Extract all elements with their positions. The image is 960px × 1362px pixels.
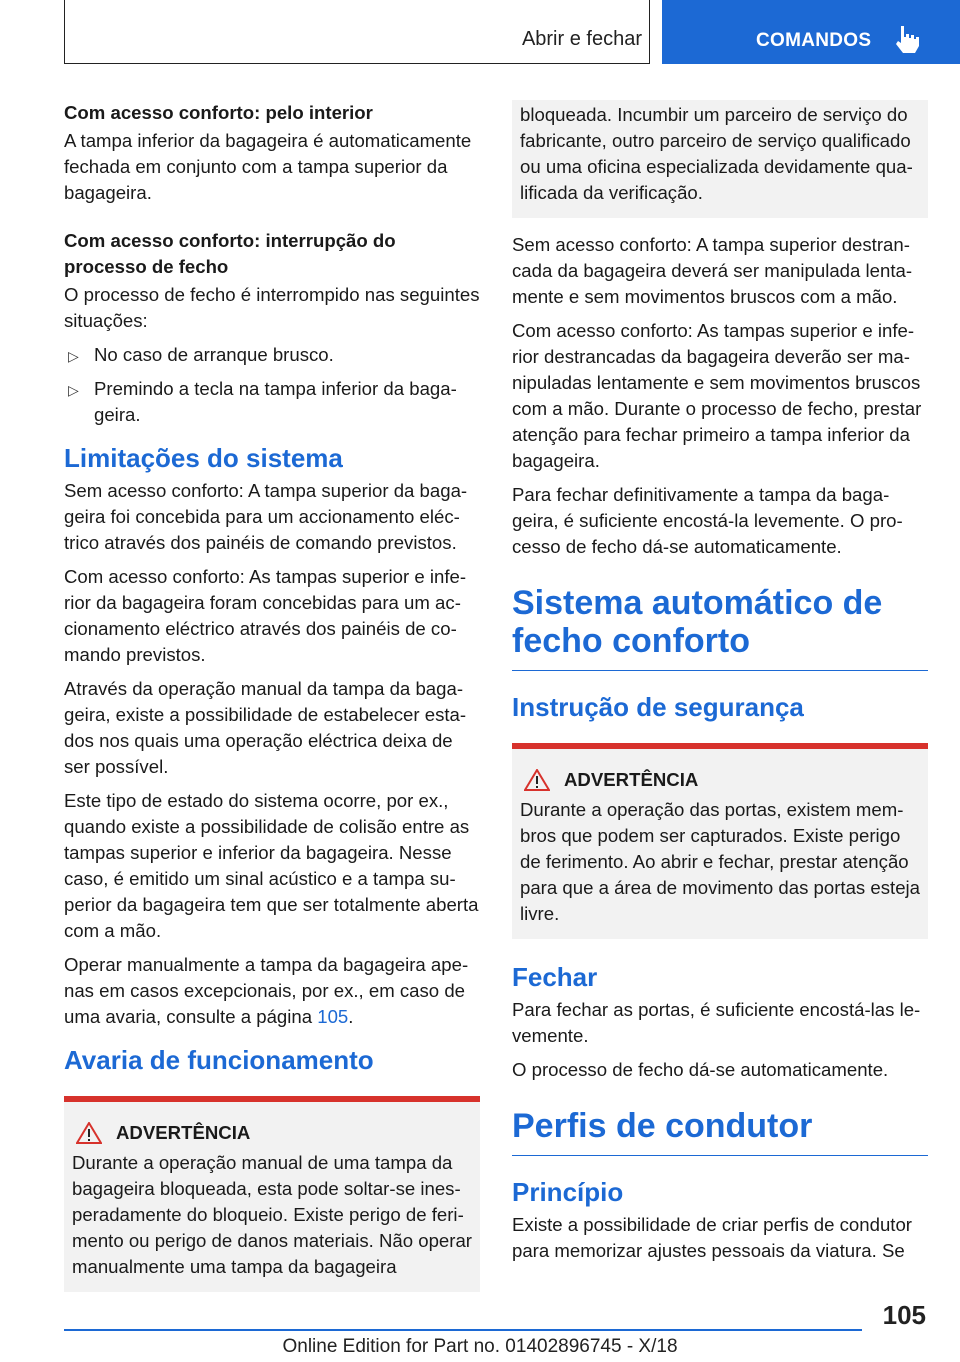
heading-safety: Instrução de segurança bbox=[512, 692, 804, 722]
heading-auto-close: Sistema automático de fecho conforto bbox=[512, 584, 928, 671]
page-link[interactable]: 105 bbox=[317, 1006, 349, 1027]
paragraph: Para fechar definitivamente a tampa da bagageira, é suficiente encostá-la levemente. O processo de fecho dá-se automaticamente. bbox=[512, 484, 903, 557]
heading-malfunction: Avaria de funcionamento bbox=[64, 1045, 374, 1075]
paragraph: Sem acesso conforto: A tampa superior da bagageira foi concebida para um accionamento eléctrico através dos painéis de comando previstos. bbox=[64, 480, 468, 553]
paragraph: Existe a possibilidade de criar perfis de condutor para memorizar ajustes pessoais da viatura. Se bbox=[512, 1214, 912, 1261]
warning-box-continued bbox=[512, 100, 928, 218]
heading-system-limits: Limitações do sistema bbox=[64, 443, 343, 473]
paragraph: Com acesso conforto: As tampas superior e inferior destrancadas da bagageira deverão ser manipuladas lentamente e sem movimentos bruscos com a mão. Durante o processo de fecho, prestar atenção para fechar primeiro a tampa inferior da bagageira. bbox=[512, 320, 922, 471]
subheading-comfort-interior: Com acesso conforto: pelo interior bbox=[64, 102, 373, 123]
triangle-bullet-icon: ▷ bbox=[68, 348, 79, 364]
list-item: ▷ No caso de arranque brusco. bbox=[64, 342, 480, 368]
page-number: 105 bbox=[882, 1300, 926, 1330]
subheading-comfort-interruption: Com acesso conforto: interrupção do processo de fecho bbox=[64, 230, 396, 277]
warning-box bbox=[512, 743, 928, 939]
paragraph: O processo de fecho é interrompido nas seguintes situações: bbox=[64, 284, 480, 331]
warning-triangle-icon bbox=[76, 1122, 102, 1144]
paragraph: A tampa inferior da bagageira é automaticamente fechada em conjunto com a tampa superior da bagageira. bbox=[64, 130, 472, 203]
footer-divider bbox=[64, 1329, 862, 1331]
heading-driver-profiles: Perfis de condutor bbox=[512, 1107, 928, 1156]
paragraph: Para fechar as portas, é suficiente encostá-las levemente. bbox=[512, 999, 921, 1046]
header-chapter-tab bbox=[662, 0, 960, 64]
list-item: ▷ Premindo a tecla na tampa inferior da bagageira. bbox=[68, 378, 457, 425]
warning-triangle-icon bbox=[524, 769, 550, 791]
bullet-list bbox=[64, 342, 480, 428]
footer-edition: Online Edition for Part no. 01402896745 - X/18 bbox=[282, 1336, 678, 1357]
hand-pointer-icon bbox=[894, 24, 920, 54]
left-column bbox=[64, 100, 480, 1306]
paragraph: Operar manualmente a tampa da bagageira apenas em casos excepcionais, por ex., em caso de uma avaria, consulte a página 105. bbox=[64, 954, 469, 1027]
paragraph: Este tipo de estado do sistema ocorre, por ex., quando existe a possibilidade de colisão entre as tampas superior e inferior da bagageira. Nesse caso, é emitido um sinal acústico e a tampa superior da bagageira tem que ser totalmente aberta com a mão. bbox=[64, 790, 479, 941]
heading-close: Fechar bbox=[512, 962, 598, 992]
warning-box bbox=[64, 1096, 480, 1292]
header-section-title: Abrir e fechar bbox=[521, 28, 642, 50]
warning-text: bloqueada. Incumbir um parceiro de serviço do fabricante, outro parceiro de serviço qualificado ou uma oficina especializada devidamente qualificada da verificação. bbox=[520, 104, 913, 203]
heading-principle: Princípio bbox=[512, 1177, 624, 1207]
right-column bbox=[512, 100, 928, 1272]
paragraph: Sem acesso conforto: A tampa superior destrancada da bagageira deverá ser manipulada lentamente e sem movimentos bruscos com a mão. bbox=[512, 234, 913, 307]
warning-title: ADVERTÊNCIA bbox=[564, 769, 699, 790]
paragraph: O processo de fecho dá-se automaticamente. bbox=[512, 1059, 889, 1080]
warning-text: Durante a operação das portas, existem membros que podem ser capturados. Existe perigo de ferimento. Ao abrir e fechar, prestar atenção para que a área de movimento das portas esteja livre. bbox=[520, 799, 921, 924]
paragraph: Com acesso conforto: As tampas superior e inferior da bagageira foram concebidas para um accionamento eléctrico através dos painéis de comando previstos. bbox=[64, 566, 467, 665]
paragraph: Através da operação manual da tampa da bagageira, existe a possibilidade de estabelecer estados nos quais uma operação eléctrica deixa de ser possível. bbox=[64, 678, 467, 777]
header-chapter-title: COMANDOS bbox=[756, 30, 872, 51]
warning-text: Durante a operação manual de uma tampa da bagageira bloqueada, esta pode soltar-se inesperadamente do bloqueio. Existe perigo de ferimento ou perigo de danos materiais. Não operar manualmente uma tampa da bagageira bbox=[72, 1152, 473, 1277]
triangle-bullet-icon: ▷ bbox=[68, 382, 79, 398]
warning-title: ADVERTÊNCIA bbox=[116, 1122, 251, 1143]
